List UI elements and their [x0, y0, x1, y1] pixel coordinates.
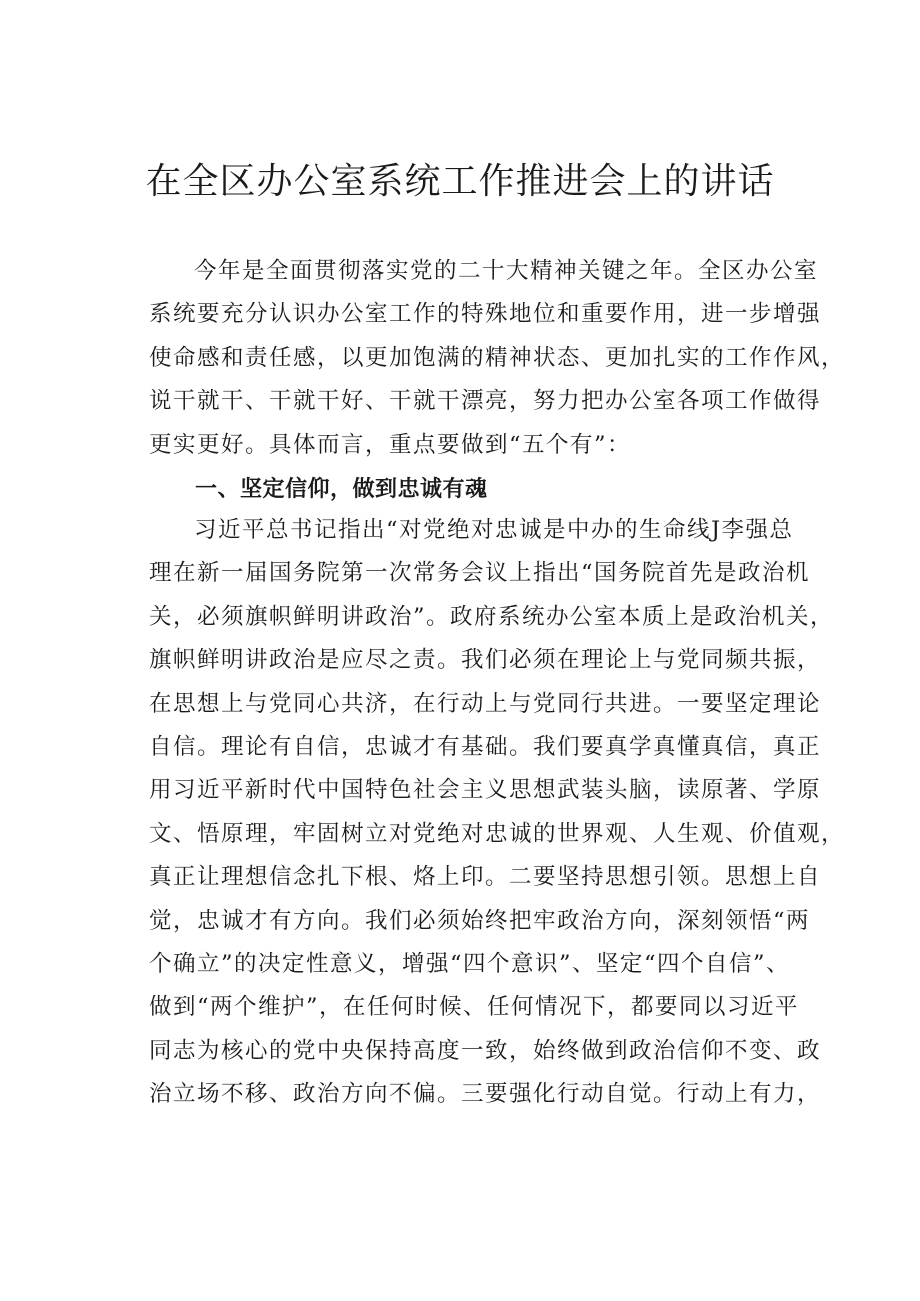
- text-line: 治立场不移、政治方向不偏。三要强化行动自觉。行动上有力，: [149, 1081, 822, 1108]
- text-line: 同志为核心的党中央保持高度一致，始终做到政治信仰不变、政: [149, 1037, 822, 1064]
- text-line: 习近平总书记指出“对党绝对忠诚是中办的生命线J李强总: [194, 517, 794, 543]
- text-line: 使命感和责任感，以更加饱满的精神状态、更加扎实的工作作风，: [149, 344, 846, 371]
- text-line: 说干就干、干就干好、干就干漂亮，努力把办公室各项工作做得: [149, 388, 822, 415]
- text-line: 在思想上与党同心共济，在行动上与党同行共进。一要坚定理论: [149, 690, 822, 717]
- text-line: 用习近平新时代中国特色社会主义思想武装头脑，读原著、学原: [149, 777, 822, 804]
- text-line: 关，必须旗帜鲜明讲政治”。政府系统办公室本质上是政治机关，: [149, 603, 835, 630]
- text-line: 做到“两个维护”，在任何时候、任何情况下，都要同以习近平: [149, 994, 800, 1021]
- text-line: 系统要充分认识办公室工作的特殊地位和重要作用，进一步增强: [149, 301, 822, 328]
- text-line: 今年是全面贯彻落实党的二十大精神关键之年。全区办公室: [194, 258, 819, 284]
- section-paragraph: [149, 509, 846, 1117]
- text-line: 自信。理论有自信，忠诚才有基础。我们要真学真懂真信，真正: [149, 734, 822, 761]
- text-line: 真正让理想信念扎下根、烙上印。二要坚持思想引领。思想上自: [149, 864, 822, 891]
- text-line: 更实更好。具体而言，重点要做到“五个有”：: [149, 431, 632, 458]
- intro-paragraph: [149, 250, 846, 467]
- text-line: 理在新一届国务院第一次常务会议上指出“国务院首先是政治机: [149, 560, 811, 587]
- text-line: 旗帜鲜明讲政治是应尽之责。我们必须在理论上与党同频共振，: [149, 647, 822, 674]
- text-line: 文、悟原理，牢固树立对党绝对忠诚的世界观、人生观、价值观，: [149, 820, 846, 847]
- text-line: 觉，忠诚才有方向。我们必须始终把牢政治方向，深刻领悟“两: [149, 907, 811, 934]
- section-heading: 一、坚定信仰，做到忠诚有魂: [195, 477, 488, 502]
- document-title: 在全区办公室系统工作推进会上的讲话: [145, 161, 775, 202]
- text-line: 个确立”的决定性意义，增强“四个意识”、坚定“四个自信”、: [149, 951, 791, 978]
